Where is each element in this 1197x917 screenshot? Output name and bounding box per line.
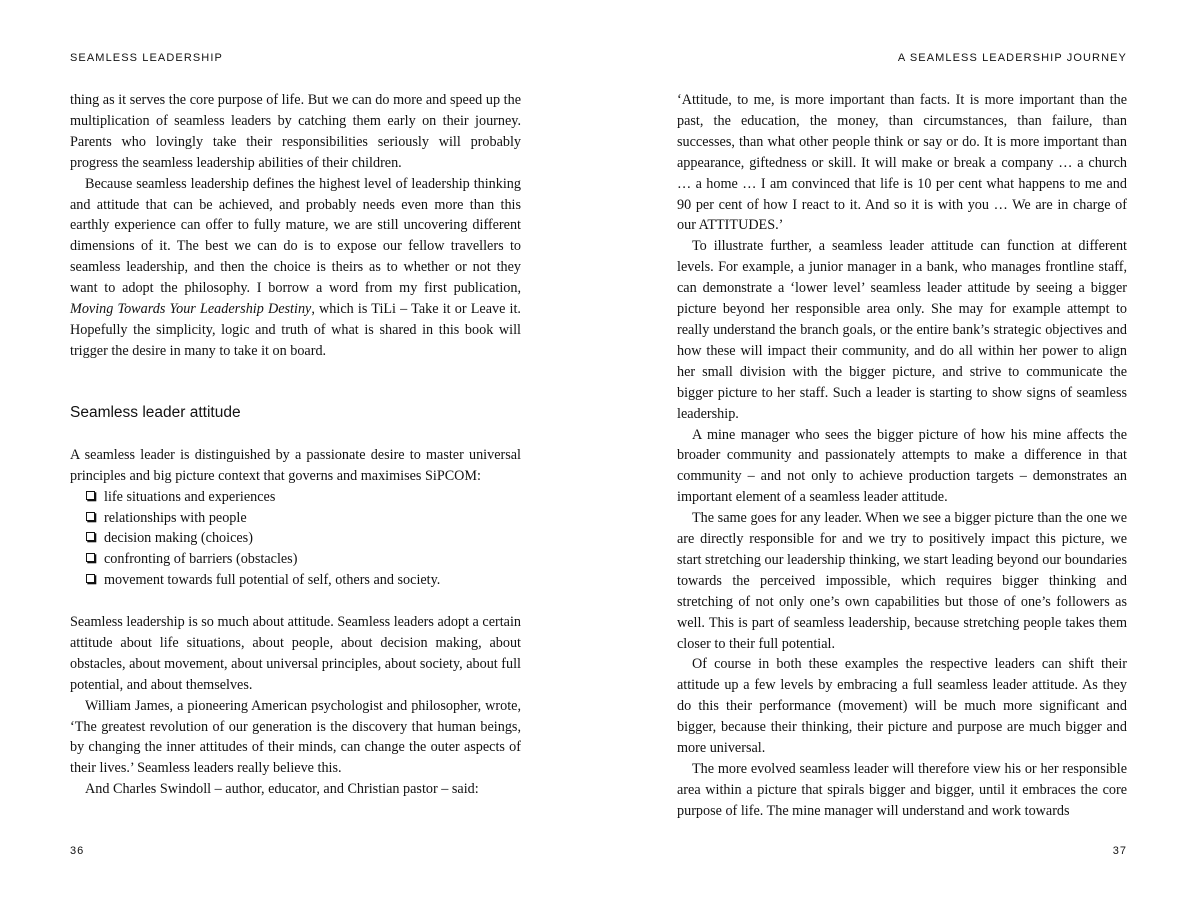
paragraph: A mine manager who sees the bigger picture of how his mine affects the broader community and passionately attempts to make a difference in that community – and not only to achieve production targets – demonstrates an important element of a seamless leader attitude. [677, 426, 1127, 506]
paragraph: Of course in both these examples the respective leaders can shift their attitude up a few levels by embracing a full seamless leader attitude. As they do this their performance (movement) will be much more significant and bigger, because their thinking, their picture and purpose are much bigger and more universal. [677, 656, 1127, 757]
body-text [677, 90, 1127, 822]
list-item [86, 549, 521, 570]
list-item-text: confronting of barriers (obstacles) [104, 551, 298, 568]
list-item-text: movement towards full potential of self, others and society. [104, 572, 441, 589]
paragraph: William James, a pioneering American psychologist and philosopher, wrote, ‘The greatest revolution of our generation is the discovery that human beings, by changing the inner attitudes of their minds, can change the outer aspects of their lives.’ Seamless leaders really believe this. [70, 697, 521, 777]
page-number: 37 [1112, 845, 1127, 857]
list-item-text: decision making (choices) [104, 530, 253, 547]
spacer [70, 591, 521, 612]
paragraph: ‘Attitude, to me, is more important than facts. It is more important than the past, the education, the money, than circumstances, than failure, than successes, than what other people think or say or do. It is more important than appearance, giftedness or skill. It will make or break a company … a church … a home … I am convinced that life is 10 per cent what happens to me and 90 per cent of how I react to it. And so it is with you … We are in charge of our ATTITUDES.’ [677, 92, 1127, 234]
right-page [677, 0, 1127, 917]
checkbox-bullet-icon [86, 532, 95, 541]
section-heading: Seamless leader attitude [70, 403, 241, 421]
paragraph [70, 174, 521, 362]
left-page [70, 0, 521, 917]
book-title: Moving Towards Your Leadership Destiny [70, 301, 312, 318]
paragraph: The same goes for any leader. When we see a bigger picture than the one we are directly responsible for and we try to positively impact this picture, we start stretching our leadership thinking, we start leading beyond our boundaries towards the perceived impossible, which requires bigger thinking and stretching of not only one’s own capabilities but those of one’s followers as well. This is part of seamless leadership, because stretching people takes them closer to their full potential. [677, 510, 1127, 652]
checkbox-bullet-icon [86, 574, 95, 583]
page-number: 36 [70, 845, 85, 857]
paragraph: Seamless leadership is so much about attitude. Seamless leaders adopt a certain attitude about life situations, about people, about decision making, about obstacles, about movement, about universal principles, about society, about full potential, and about themselves. [70, 614, 521, 693]
list-item [86, 508, 521, 529]
paragraph: The more evolved seamless leader will therefore view his or her responsible area within a picture that spirals bigger and bigger, until it embraces the core purpose of life. The mine manager will understand and work towards [677, 761, 1127, 819]
paragraph: To illustrate further, a seamless leader attitude can function at different levels. For example, a junior manager in a bank, who manages frontline staff, can demonstrate a ‘lower level’ seamless leader attitude by seeing a bigger picture beyond her responsible area only. She may for example attempt to really understand the branch goals, or the entire bank’s strategic objectives and how these will impact their community, and do all within her power to align her small division with the bigger picture, and strive to communicate the bigger picture to her staff. Such a leader is starting to show signs of seamless leadership. [677, 238, 1127, 422]
paragraph: thing as it serves the core purpose of life. But we can do more and speed up the multiplication of seamless leaders by catching them early on their journey. Parents who lovingly take their responsibilities seriously will probably progress the seamless leadership abilities of their children. [70, 92, 521, 171]
list-item [86, 487, 521, 508]
paragraph: A seamless leader is distinguished by a passionate desire to master universal principles and big picture context that governs and maximises SiPCOM: [70, 446, 521, 484]
checkbox-bullet-icon [86, 512, 95, 521]
running-head: SEAMLESS LEADERSHIP [70, 52, 223, 64]
list-item-text: relationships with people [104, 509, 247, 526]
body-text [70, 90, 521, 800]
running-head: A SEAMLESS LEADERSHIP JOURNEY [897, 52, 1127, 64]
paragraph: And Charles Swindoll – author, educator, and Christian pastor – said: [85, 781, 479, 798]
paragraph-text: , which is TiLi – Take it or Leave it. Hopefully the simplicity, logic and truth of what is shared in this book will trigger the desire in many to take it on board. [70, 301, 521, 359]
list-item [86, 570, 521, 591]
bullet-list [70, 487, 521, 592]
checkbox-bullet-icon [86, 491, 95, 500]
paragraph-text: Because seamless leadership defines the highest level of leadership thinking and attitude that can be achieved, and probably needs even more than this earthly experience can offer to fully mature, we are still uncovering different dimensions of it. The best we can do is to expose our fellow travellers to seamless leadership, and then the choice is theirs as to whether or not they want to adopt the philosophy. I borrow a word from my first publication, [70, 175, 521, 297]
list-item-text: life situations and experiences [104, 488, 276, 505]
checkbox-bullet-icon [86, 553, 95, 562]
list-item [86, 528, 521, 549]
